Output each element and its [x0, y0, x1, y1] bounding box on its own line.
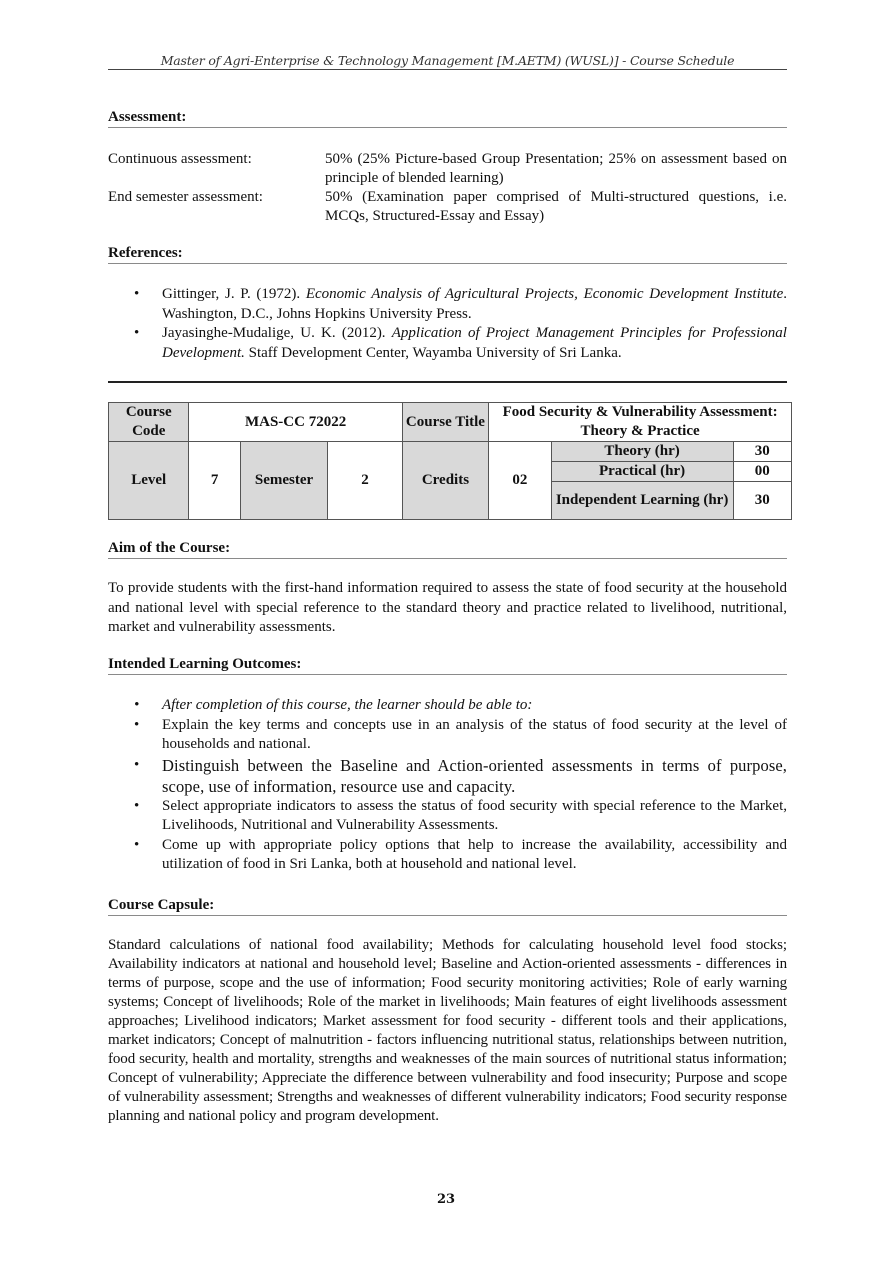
page-number: 23 — [436, 1192, 456, 1207]
outcome-item: • Select appropriate indicators to assess the status of food security with special reference to the Market, Livelihoods, Nutritional and Vulnerability Assessments. — [108, 797, 787, 836]
course-code-label: Course Code — [109, 403, 189, 442]
level-label: Level — [109, 442, 189, 520]
assessment-value: 50% (25% Picture-based Group Presentation; 25% on assessment based on principle of blended learning) — [325, 151, 787, 186]
assessment-label: End semester assessment: — [108, 189, 263, 205]
outcomes-heading: Intended Learning Outcomes: — [108, 656, 787, 675]
outcomes-intro: • After completion of this course, the learner should be able to: — [108, 696, 787, 716]
reference-authors: Gittinger, J. P. (1972). — [162, 286, 306, 302]
reference-title: Application of Project Management Principles for Professional Development. — [162, 325, 787, 361]
semester-value: 2 — [328, 442, 402, 520]
independent-learning-value: 30 — [733, 482, 791, 520]
outcome-item: • Come up with appropriate policy options that help to increase the availability, accessibility and utilization of food in Sri Lanka, both at household and national level. — [108, 836, 787, 875]
reference-authors: Jayasinghe-Mudalige, U. K. (2012). — [162, 325, 392, 341]
aim-heading: Aim of the Course: — [108, 540, 787, 559]
course-info-table — [108, 402, 792, 520]
reference-publisher: . Washington, D.C., Johns Hopkins University Press. — [162, 286, 787, 322]
assessment-heading: Assessment: — [108, 109, 787, 128]
reference-item — [108, 324, 787, 363]
outcome-item: • Distinguish between the Baseline and Action-oriented assessments in terms of purpose, scope, use of information, resource use and capacity. — [108, 755, 787, 797]
theory-hours-label: Theory (hr) — [551, 442, 733, 462]
outcomes-list — [108, 696, 787, 875]
assessment-value: 50% (Examination paper comprised of Multi-structured questions, i.e. MCQs, Structured-Essay and Essay) — [325, 189, 787, 224]
section-divider — [108, 381, 787, 383]
reference-item — [108, 285, 787, 324]
practical-hours-value: 00 — [733, 462, 791, 482]
level-value: 7 — [189, 442, 240, 520]
independent-learning-label: Independent Learning (hr) — [551, 482, 733, 520]
reference-publisher: Staff Development Center, Wayamba University of Sri Lanka. — [244, 344, 622, 361]
course-title-label: Course Title — [402, 403, 489, 442]
course-title-value: Food Security & Vulnerability Assessment: Theory & Practice — [489, 403, 792, 442]
credits-value: 02 — [489, 442, 551, 520]
aim-text: To provide students with the first-hand information required to assess the state of food security at the household and national level with special reference to the standard theory and practice related to livelihood, nutritional, market and vulnerability assessments. — [108, 580, 787, 635]
capsule-text: Standard calculations of national food availability; Methods for calculating household level food stocks; Availability indicators at national and household level; Baseline and Action-oriented assessments - differences in terms of purpose, scope and the use of information; Food security monitoring activities; Role of early warning systems; Concept of livelihoods; Role of the market in livelihoods; Main features of eight livelihoods assessment approaches; Livelihood indicators; Market assessment for food security - different tools and their applications, market indicators; Concept of malnutrition - factors influencing nutritional status, relationships between nutrition, food security, health and mortality, strengths and weaknesses of the main sources of nutritional status information; Concept of vulnerability; Appreciate the difference between vulnerability and food insecurity; Purpose and scope of vulnerability assessment; Strengths and weaknesses of different vulnerability indicators; Food security response planning and national policy and program development. — [108, 937, 787, 1124]
theory-hours-value: 30 — [733, 442, 791, 462]
references-list — [108, 285, 787, 363]
credits-label: Credits — [402, 442, 489, 520]
practical-hours-label: Practical (hr) — [551, 462, 733, 482]
semester-label: Semester — [240, 442, 328, 520]
reference-title: Economic Analysis of Agricultural Projects, Economic Development Institute — [305, 286, 784, 302]
capsule-heading: Course Capsule: — [108, 897, 787, 916]
course-code-value: MAS-CC 72022 — [189, 403, 402, 442]
assessment-label: Continuous assessment: — [108, 151, 252, 167]
running-header: Master of Agri-Enterprise & Technology Management [M.AETM) (WUSL)] - Course Schedule — [108, 53, 787, 70]
outcome-item: • Explain the key terms and concepts use in an analysis of the status of food security at the level of households and national. — [108, 716, 787, 755]
references-heading: References: — [108, 245, 787, 264]
